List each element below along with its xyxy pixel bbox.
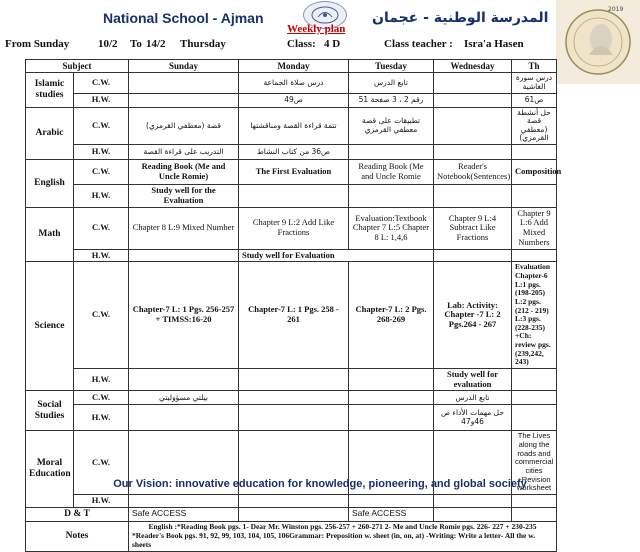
table-row xyxy=(26,507,557,521)
social-cw-wednesday: تابع الدرس xyxy=(434,391,512,405)
science-cw-wednesday: Lab: Activity: Chapter -7 L: 2 Pgs.264 - 267 xyxy=(434,262,512,369)
subject-social-studies: Social Studies xyxy=(26,391,74,431)
moral-cw-thursday: The Lives along the roads and commercial cities +Revision worksheet xyxy=(512,431,557,494)
cw-label: C.W. xyxy=(74,431,129,494)
table-row xyxy=(26,405,557,431)
notes-line-2: *Reader's Book pgs. 91, 92, 99, 103, 104, 105, 106Grammar: Preposition w. sheet (in, on, at) -Writing: Write a letter- All the w. sheets xyxy=(132,530,536,549)
cell xyxy=(434,249,512,262)
teacher-label: Class teacher : xyxy=(384,38,453,50)
notes-line-1: English :*Reading Book pgs. 1- Dear Mr. Winston pgs. 256-257 + 260-271 2- Me and Uncle Romie pgs. 226- 227 + 230-235 xyxy=(148,522,537,532)
cell xyxy=(349,405,434,431)
english-cw-sunday: Reading Book (Me and Uncle Romie) xyxy=(129,160,239,185)
from-label: From Sunday xyxy=(5,38,70,50)
cw-label: C.W. xyxy=(74,391,129,405)
islamic-cw-tuesday: تابع الدرس xyxy=(349,73,434,93)
to-day: Thursday xyxy=(180,38,226,50)
science-cw-monday: Chapter-7 L: 1 Pgs. 258 - 261 xyxy=(239,262,349,369)
science-hw-wednesday: Study well for evaluation xyxy=(434,368,512,391)
header-monday: Monday xyxy=(239,60,349,73)
cell xyxy=(349,145,434,160)
cell xyxy=(349,391,434,405)
cw-label: C.W. xyxy=(74,73,129,93)
english-hw-sunday: Study well for the Evaluation xyxy=(129,185,239,208)
hw-label: H.W. xyxy=(74,494,129,507)
cell xyxy=(239,405,349,431)
islamic-cw-monday: درس صلاة الجماعة xyxy=(239,73,349,93)
table-row xyxy=(26,262,557,369)
from-date: 10/2 xyxy=(98,38,118,50)
school-emblem-icon xyxy=(310,5,340,25)
science-cw-thursday: Evaluation Chapter-6 L:1 pgs. (198-205) L:2 pgs.(212 - 219) L:3 pgs. (228-235) +Ch: review pgs.(239,242, 243) xyxy=(512,262,557,369)
cw-label: C.W. xyxy=(74,262,129,369)
english-cw-wednesday: Reader's Notebook(Sentences) xyxy=(434,160,512,185)
table-row xyxy=(26,73,557,93)
table-row xyxy=(26,494,557,507)
cell xyxy=(129,73,239,93)
cell xyxy=(434,185,512,208)
to-date: 14/2 xyxy=(146,38,166,50)
header-wednesday: Wednesday xyxy=(434,60,512,73)
cell xyxy=(434,107,512,145)
subject-arabic: Arabic xyxy=(26,107,74,160)
school-vision: Our Vision: innovative education for knowledge, pioneering, and global society xyxy=(113,478,527,490)
cell xyxy=(129,249,239,262)
table-row xyxy=(26,107,557,145)
cell xyxy=(349,185,434,208)
math-cw-thursday: Chapter 9 L:6 Add Mixed Numbers xyxy=(512,207,557,249)
subject-islamic: Islamic studies xyxy=(26,73,74,107)
subject-moral-education: Moral Education xyxy=(26,431,74,507)
school-name-arabic: المدرسة الوطنية - عجمان xyxy=(372,10,549,26)
cell xyxy=(512,405,557,431)
dt-sunday: Safe ACCESS xyxy=(129,507,239,521)
subject-english: English xyxy=(26,160,74,208)
cell xyxy=(239,494,349,507)
cell xyxy=(512,391,557,405)
hw-label: H.W. xyxy=(74,185,129,208)
math-cw-wednesday: Chapter 9 L:4 Subtract Like Fractions xyxy=(434,207,512,249)
cell xyxy=(512,185,557,208)
cell xyxy=(349,368,434,391)
cw-label: C.W. xyxy=(74,160,129,185)
subject-dt: D & T xyxy=(26,507,129,521)
math-cw-monday: Chapter 9 L:2 Add Like Fractions xyxy=(239,207,349,249)
table-row xyxy=(26,160,557,185)
subject-notes: Notes xyxy=(26,521,129,551)
table-row xyxy=(26,391,557,405)
plan-info-row xyxy=(0,38,640,52)
hw-label: H.W. xyxy=(74,249,129,262)
cell xyxy=(434,507,512,521)
cw-label: C.W. xyxy=(74,107,129,145)
islamic-cw-thursday: درس سورة الغاشية xyxy=(512,73,557,93)
header-sunday: Sunday xyxy=(129,60,239,73)
cell xyxy=(512,368,557,391)
dt-tuesday: Safe ACCESS xyxy=(349,507,434,521)
math-cw-sunday: Chapter 8 L:9 Mixed Number xyxy=(129,207,239,249)
cell xyxy=(434,93,512,107)
arabic-cw-tuesday: تطبيقات على قصة معطفي القرمزي xyxy=(349,107,434,145)
islamic-hw-thursday: ص61 xyxy=(512,93,557,107)
cell xyxy=(512,494,557,507)
english-cw-thursday: Composition xyxy=(512,160,557,185)
header-thursday: Th xyxy=(512,60,557,73)
notes-cell xyxy=(129,521,557,551)
subject-science: Science xyxy=(26,262,74,391)
social-cw-sunday: بيلتي مسؤوليتي xyxy=(129,391,239,405)
table-header-row xyxy=(26,60,557,73)
subject-math: Math xyxy=(26,207,74,262)
arabic-cw-sunday: قصة (معطفي القرمزي) xyxy=(129,107,239,145)
teacher-value: Isra'a Hasen xyxy=(464,38,524,50)
cell xyxy=(239,185,349,208)
table-row xyxy=(26,368,557,391)
hw-label: H.W. xyxy=(74,93,129,107)
cell xyxy=(512,249,557,262)
table-row xyxy=(26,521,557,551)
seal-year: 2019 xyxy=(608,6,624,13)
to-label: To xyxy=(130,38,142,50)
cw-label: C.W. xyxy=(74,207,129,249)
science-cw-sunday: Chapter-7 L: 1 Pgs. 256-257 + TIMSS:16-20 xyxy=(129,262,239,369)
arabic-hw-sunday: التدريب على قراءة القصة xyxy=(129,145,239,160)
cell xyxy=(239,507,349,521)
cell xyxy=(434,145,512,160)
arabic-hw-monday: ص36 من كتاب النشاط xyxy=(239,145,349,160)
islamic-hw-tuesday: رقم 2 ، 3 صفحة 51 xyxy=(349,93,434,107)
arabic-cw-thursday: حل أنشطة قصة (معطفي القرمزي) xyxy=(512,107,557,145)
islamic-hw-monday: ص49 xyxy=(239,93,349,107)
table-row xyxy=(26,249,557,262)
social-hw-wednesday: حل مهمات الأداء ص 46و47 xyxy=(434,405,512,431)
math-cw-tuesday: Evaluation:Textbook Chapter 7 L:5 Chapter 8 L: 1,4,6 xyxy=(349,207,434,249)
header-tuesday: Tuesday xyxy=(349,60,434,73)
cell xyxy=(434,494,512,507)
english-cw-tuesday: Reading Book (Me and Uncle Romie xyxy=(349,160,434,185)
table-row xyxy=(26,185,557,208)
arabic-cw-monday: تتمة قراءة القصة ومناقشتها xyxy=(239,107,349,145)
cell xyxy=(512,507,557,521)
school-name-english: National School - Ajman xyxy=(103,10,264,26)
page-header xyxy=(0,0,640,36)
math-hw-monday: Study well for Evaluation xyxy=(239,249,434,262)
table-row xyxy=(26,93,557,107)
class-value: 4 D xyxy=(324,38,341,50)
weekly-plan-title: Weekly plan xyxy=(287,23,346,35)
class-label: Class: xyxy=(287,38,316,50)
hw-label: H.W. xyxy=(74,368,129,391)
cell xyxy=(512,145,557,160)
cell xyxy=(129,368,239,391)
table-row xyxy=(26,207,557,249)
cell xyxy=(129,405,239,431)
cell xyxy=(434,73,512,93)
hw-label: H.W. xyxy=(74,145,129,160)
table-row xyxy=(26,145,557,160)
hw-label: H.W. xyxy=(74,405,129,431)
cell xyxy=(129,93,239,107)
cell xyxy=(129,494,239,507)
english-cw-monday: The First Evaluation xyxy=(239,160,349,185)
cell xyxy=(239,368,349,391)
science-cw-tuesday: Chapter-7 L: 2 Pgs. 268-269 xyxy=(349,262,434,369)
header-subject: Subject xyxy=(26,60,129,73)
cell xyxy=(239,391,349,405)
cell xyxy=(349,494,434,507)
